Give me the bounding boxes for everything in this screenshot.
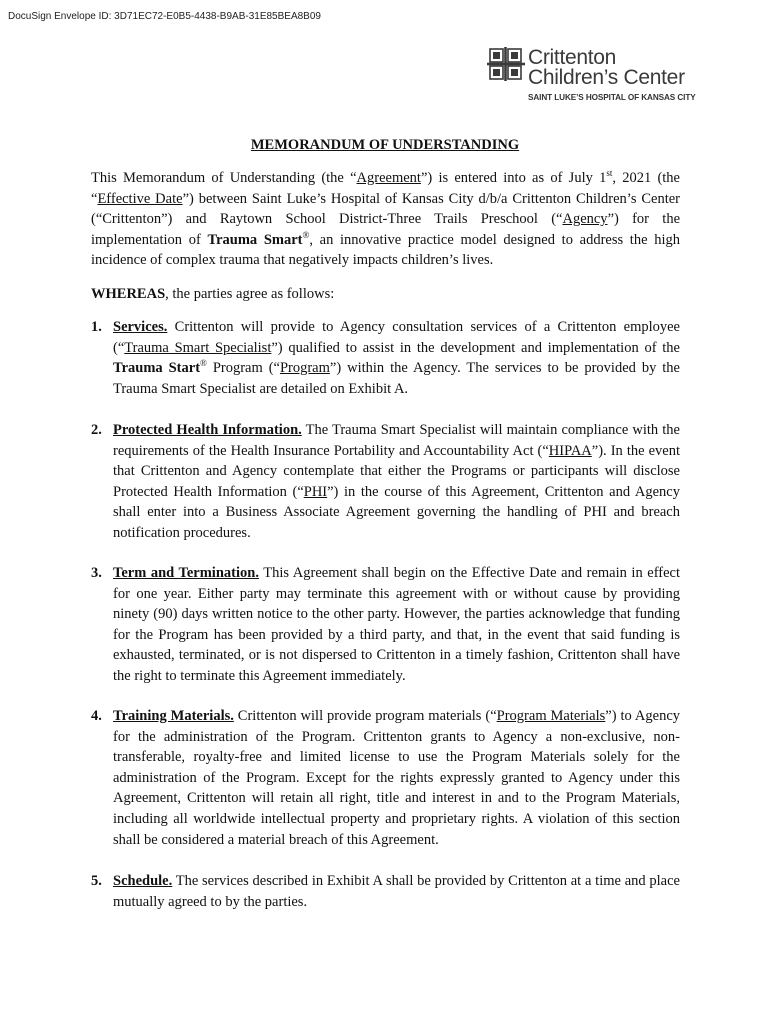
logo-title-line2: Children’s Center (528, 66, 685, 89)
defined-term-agency: Agency (562, 211, 608, 228)
section-heading: Term and Termination. (113, 565, 259, 581)
logo-subtitle: SAINT LUKE’S HOSPITAL OF KANSAS CITY (528, 93, 696, 102)
whereas-paragraph: WHEREAS, the parties agree as follows: (91, 286, 335, 302)
section-heading: Services. (113, 319, 168, 335)
docusign-envelope-id: DocuSign Envelope ID: 3D71EC72-E0B5-4438-B9AB-31E85BEA8B09 (8, 11, 321, 22)
section-training-materials: 4. Training Materials. Crittenton will provide program materials (“Program Materials”) to Agency for the administration of the Program. Crittenton grants to Agency a non-exclusive, non-transferable, royalty-free and limited license to use the Program Materials solely for the administration of the Program. Except for the rights expressly granted to Agency under this Agreement, Crittenton will retain all right, title and interest in and to the Program Materials, including all worldwide intellectual property and proprietary rights. A violation of this section shall be considered a material breach of this Agreement. (91, 708, 680, 848)
document-title: MEMORANDUM OF UNDERSTANDING (250, 137, 520, 153)
section-protected-health-information: 2. Protected Health Information. The Trauma Smart Specialist will maintain compliance with the requirements of the Health Insurance Portability and Accountability Act (“HIPAA”). In the event that Crittenton and Agency contemplate that either the Programs or participants will disclose Protected Health Information (“PHI”) in the course of this Agreement, Crittenton and Agency shall enter into a Business Associate Agreement governing the handling of PHI and breach notification procedures. (91, 422, 680, 541)
crittenton-logo-mark-icon (487, 47, 525, 81)
logo-title-line1: Crittenton (528, 46, 617, 69)
defined-term-effective-date: Effective Date (97, 190, 183, 207)
section-heading: Protected Health Information. (113, 422, 302, 438)
section-schedule: 5. Schedule. The services described in Exhibit A shall be provided by Crittenton at a time and place mutually agreed to by the parties. (91, 873, 680, 910)
defined-term-agreement: Agreement (356, 170, 421, 186)
section-heading: Schedule. (113, 873, 173, 889)
section-term-and-termination: 3. Term and Termination. This Agreement shall begin on the Effective Date and remain in effect for one year. Either party may terminate this agreement with or without cause by providing ninety (90) days written notice to the other party. However, the parties acknowledge that funding for the Program has been provided by a third party, and that, in the event that said funding is exhausted, terminated, or is not dispersed to Crittenton in a timely fashion, Crittenton shall have the right to terminate this Agreement immediately. (91, 565, 680, 684)
intro-paragraph: This Memorandum of Understanding (the “Agreement”) is entered into as of July 1st, 2021 (the “Effective Date”) between Saint Luke’s Hospital of Kansas City d/b/a Crittenton Children’s Center (“Crittenton”) and Raytown School District-Three Trails Preschool (“Agency”) for the implementation of Trauma Smart®, an innovative practice model designed to address the high incidence of complex trauma that negatively impacts children’s lives. (91, 168, 681, 269)
section-heading: Training Materials. (113, 708, 234, 724)
crittenton-logo (487, 44, 696, 106)
section-services: 1. Services. Crittenton will provide to Agency consultation services of a Crittenton employee (“Trauma Smart Specialist”) qualified to assist in the development and implementation of the Trauma Start® Program (“Program”) within the Agency. The services to be provided by the Trauma Smart Specialist are detailed on Exhibit A. (91, 319, 680, 397)
